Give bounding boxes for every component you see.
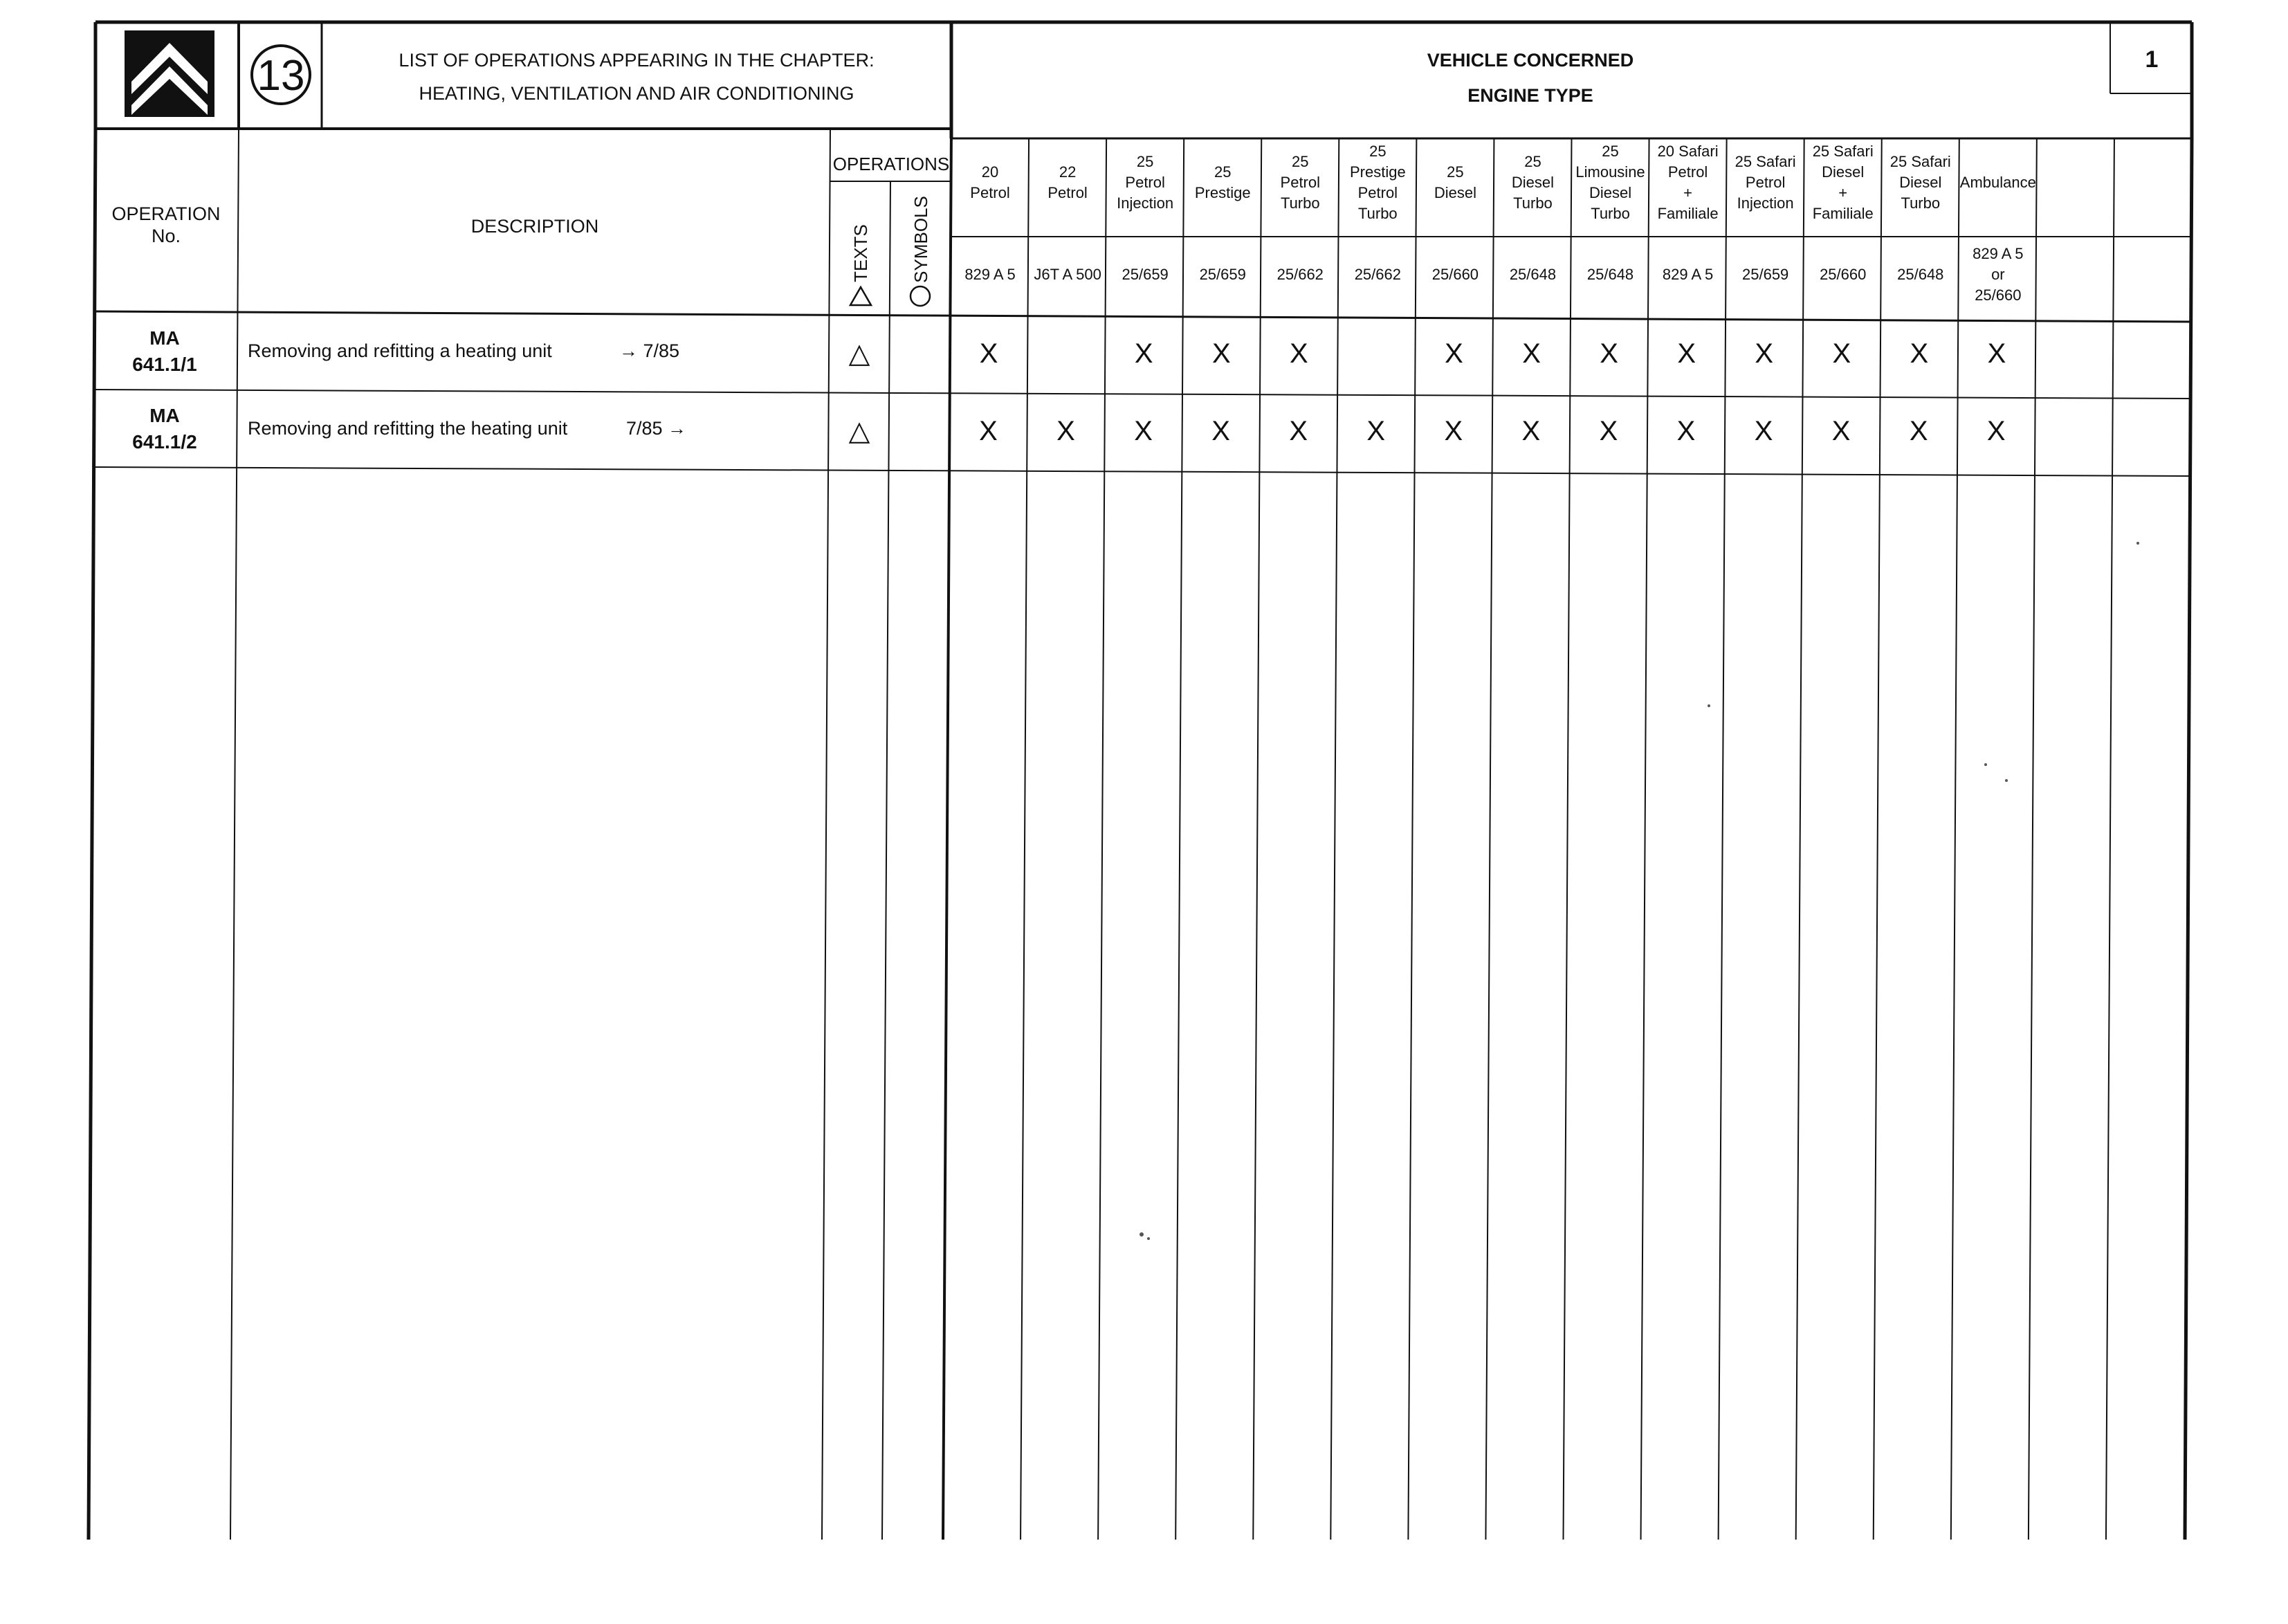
engine-type-line: 25/662 (1354, 266, 1401, 283)
vehicle-name-line: Petrol (1125, 174, 1165, 191)
operation-number: 641.1/1 (132, 354, 197, 375)
applicability-mark: X (1289, 416, 1308, 446)
vehicle-name-line: Familiale (1657, 205, 1719, 222)
vehicle-name-line: Diesel (1434, 184, 1476, 201)
engine-type-line: 25/659 (1199, 266, 1246, 283)
scan-specks (1140, 542, 2139, 1240)
vehicle-name-line: + (1838, 184, 1848, 201)
vehicle-name-line: Turbo (1513, 194, 1553, 212)
engine-type-line: 829 A 5 (1662, 266, 1714, 283)
vehicle-name-line: Turbo (1901, 194, 1941, 212)
header (95, 22, 2192, 138)
vehicle-column-divider (1951, 138, 1959, 1540)
symbols-circle-icon (910, 286, 930, 306)
engine-type-line: 25/659 (1742, 266, 1789, 283)
vehicle-column-header (964, 163, 1015, 283)
applicability-mark: X (1134, 338, 1153, 369)
vehicle-column-header (1350, 143, 1406, 283)
engine-type-line: 25/648 (1897, 266, 1944, 283)
engine-type-line: or (1991, 266, 2005, 283)
vehicle-name-line: 25 (1602, 143, 1619, 160)
applicability-mark: X (1755, 338, 1774, 369)
chapter-number: 13 (257, 52, 305, 100)
vehicle-name-line: 25 (1292, 153, 1309, 170)
description-header: DESCRIPTION (470, 216, 599, 237)
vehicle-name-line: Diesel (1511, 174, 1555, 191)
applicability-mark: X (1910, 338, 1929, 369)
vehicle-name-line: 25 (1136, 153, 1154, 170)
vehicle-name-line: Petrol (1047, 184, 1088, 201)
vehicle-name-line: 25 (1369, 143, 1386, 160)
applicability-mark: X (1909, 416, 1928, 446)
vehicle-column-divider (2106, 138, 2114, 1540)
vehicle-name-line: 20 (981, 163, 999, 181)
vehicle-name-line: 25 Safari (1812, 143, 1874, 160)
operation-description: Removing and refitting a heating unit (248, 340, 552, 361)
applicability-mark: X (1987, 338, 2006, 369)
vehicle-name-line: Turbo (1280, 194, 1320, 212)
vehicle-name-line: Limousine (1575, 163, 1645, 181)
applicability-mark: X (1211, 338, 1231, 369)
vehicle-name-line: 20 Safari (1657, 143, 1719, 160)
applicability-mark: X (1831, 416, 1851, 446)
engine-type-line: 25/648 (1509, 266, 1557, 283)
operation-date: → 7/85 (619, 340, 680, 361)
vehicle-column-divider (1641, 138, 1649, 1540)
vehicle-name-line: 25 (1447, 163, 1464, 181)
operation-no-header-line-1: OPERATION (111, 203, 221, 224)
vehicle-column-header (1195, 163, 1251, 283)
operations-header: OPERATIONS (832, 154, 950, 174)
vehicle-column-header (1034, 163, 1101, 283)
applicability-mark: X (1677, 338, 1696, 369)
engine-type-line: 25/660 (1975, 286, 2022, 304)
vehicle-concerned-heading: VEHICLE CONCERNED (1427, 50, 1634, 71)
vehicle-column-divider (1485, 138, 1494, 1540)
vehicle-name-line: Petrol (1280, 174, 1321, 191)
vehicle-name-line: Petrol (970, 184, 1010, 201)
vehicle-column-header (1432, 163, 1479, 283)
vehicle-column-divider (1408, 138, 1416, 1540)
applicability-mark: X (979, 338, 998, 369)
operation-number-prefix: MA (149, 405, 180, 426)
engine-type-line: J6T A 500 (1034, 266, 1101, 283)
applicability-mark: X (1445, 338, 1463, 369)
vehicle-column-header (1735, 153, 1796, 283)
vehicle-column-divider (1719, 138, 1727, 1540)
page-title-line-1: LIST OF OPERATIONS APPEARING IN THE CHAPTER: (399, 50, 875, 71)
vehicle-column-header (1960, 174, 2036, 304)
texts-header: TEXTS (850, 224, 871, 282)
vehicle-name-line: Petrol (1357, 184, 1398, 201)
operation-number: 641.1/2 (132, 431, 197, 453)
applicability-mark: X (1832, 338, 1851, 369)
applicability-mark: X (1600, 338, 1618, 369)
vehicle-name-line: Prestige (1194, 184, 1251, 201)
applicability-mark: X (1522, 338, 1541, 369)
applicability-mark: X (1366, 416, 1386, 446)
applicability-mark: X (1521, 416, 1541, 446)
engine-type-heading: ENGINE TYPE (1467, 85, 1593, 106)
double-chevron-logo-icon (125, 30, 214, 117)
operation-date: 7/85 → (626, 418, 687, 439)
applicability-mark: X (1676, 416, 1696, 446)
vehicle-column-divider (1253, 138, 1261, 1540)
vehicle-name-line: 25 Safari (1735, 153, 1796, 170)
applicability-mark: X (1211, 416, 1230, 446)
vehicle-name-line: 25 (1214, 163, 1232, 181)
symbols-header: SYMBOLS (910, 196, 931, 283)
engine-type-line: 25/660 (1431, 266, 1479, 283)
vehicle-name-line: Injection (1117, 194, 1174, 212)
engine-type-line: 25/648 (1586, 266, 1634, 283)
vehicle-column-header (1117, 153, 1173, 283)
vehicle-name-line: 25 (1524, 153, 1541, 170)
vehicle-name-line: Diesel (1822, 163, 1865, 181)
applicability-mark: X (1754, 416, 1773, 446)
vehicle-column-divider (2029, 138, 2037, 1540)
texts-triangle-icon (850, 287, 871, 305)
vehicle-column-divider (1175, 138, 1184, 1540)
vehicle-name-line: Diesel (1899, 174, 1942, 191)
vehicle-column-header (1890, 153, 1951, 283)
applicability-mark: X (1290, 338, 1308, 369)
vehicle-name-line: Diesel (1589, 184, 1632, 201)
texts-triangle-mark: △ (848, 416, 870, 446)
engine-type-line: 829 A 5 (1973, 245, 2024, 262)
applicability-mark: X (1134, 416, 1153, 446)
vehicle-column-header (1510, 153, 1556, 283)
applicability-mark: X (1444, 416, 1463, 446)
chapter-badge (252, 46, 310, 104)
engine-type-line: 25/662 (1276, 266, 1324, 283)
vehicle-name-line: Turbo (1358, 205, 1398, 222)
vehicle-column-divider (1098, 138, 1106, 1540)
vehicle-column-divider (1796, 138, 1804, 1540)
applicability-mark: X (1056, 416, 1075, 446)
vehicle-name-line: 25 Safari (1889, 153, 1951, 170)
texts-triangle-mark: △ (848, 338, 870, 369)
vehicle-name-line: + (1683, 184, 1693, 201)
vehicle-column-header (1813, 143, 1874, 283)
page-number: 1 (2145, 46, 2159, 73)
applicability-mark: X (979, 416, 998, 446)
vehicle-labels (964, 143, 2036, 304)
page-title-line-2: HEATING, VENTILATION AND AIR CONDITIONING (419, 83, 854, 104)
vehicle-column-divider (1874, 138, 1882, 1540)
vehicle-name-line: Prestige (1349, 163, 1406, 181)
vehicle-name-line: Petrol (1745, 174, 1786, 191)
vehicle-name-line: Turbo (1591, 205, 1630, 222)
vehicle-column-header (1277, 153, 1324, 283)
vehicle-column-header (1575, 143, 1645, 283)
operation-number-prefix: MA (149, 327, 180, 349)
vehicle-name-line: Petrol (1667, 163, 1708, 181)
vehicle-name-line: 22 (1059, 163, 1077, 181)
vehicle-column-divider (1564, 138, 1572, 1540)
engine-type-line: 25/660 (1820, 266, 1867, 283)
operation-no-header-line-2: No. (151, 226, 181, 246)
vehicle-name-line: Injection (1737, 194, 1794, 212)
applicability-mark: X (1986, 416, 2006, 446)
vehicle-column-dividers (1021, 138, 2114, 1540)
operation-description: Removing and refitting the heating unit (248, 418, 568, 439)
applicability-mark: X (1599, 416, 1618, 446)
engine-type-line: 25/659 (1122, 266, 1169, 283)
engine-type-line: 829 A 5 (964, 266, 1016, 283)
vehicle-column-header (1658, 143, 1719, 283)
vehicle-name-line: Ambulance (1959, 174, 2036, 191)
vehicle-column-divider (1021, 138, 1029, 1540)
vehicle-name-line: Familiale (1812, 205, 1874, 222)
vehicle-column-divider (1330, 138, 1339, 1540)
